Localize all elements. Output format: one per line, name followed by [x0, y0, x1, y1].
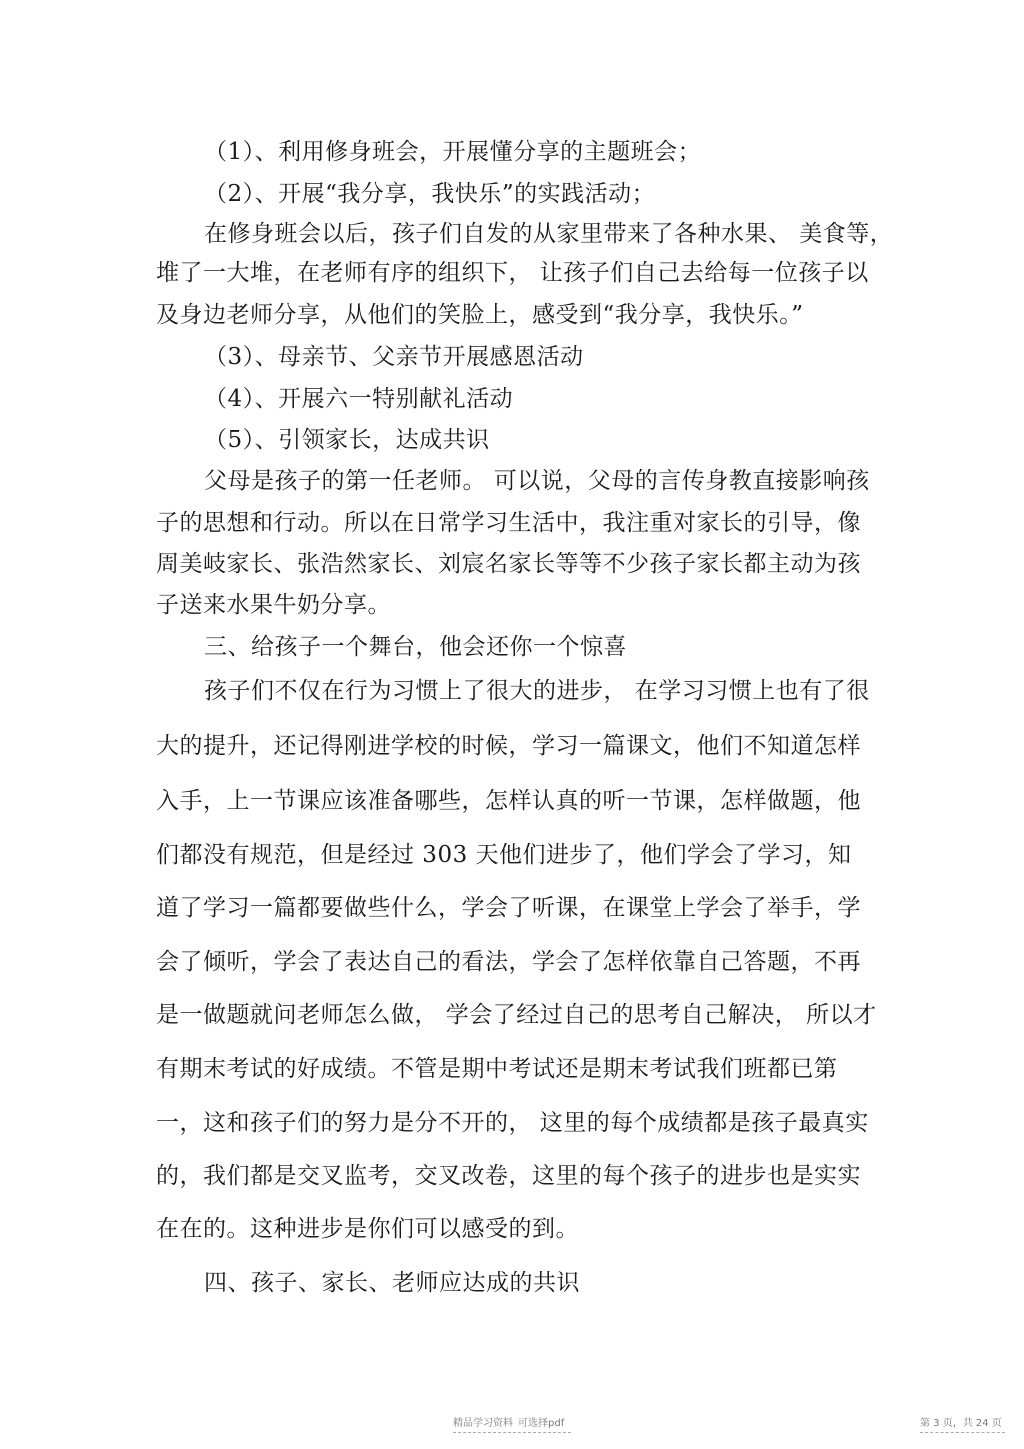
text-line: 子的思想和行动。所以在日常学习生活中，我注重对家长的引导，像 [156, 510, 861, 536]
text-line: 道了学习一篇都要做些什么，学会了听课，在课堂上学会了举手，学 [156, 895, 861, 921]
text-line: 一，这和孩子们的努力是分不开的， 这里的每个成绩都是孩子最真实 [156, 1110, 869, 1136]
text-line: 堆了一大堆，在老师有序的组织下， 让孩子们自己去给每一位孩子以 [156, 260, 869, 286]
section-heading: 三、给孩子一个舞台，他会还你一个惊喜 [204, 634, 627, 660]
footer-label-left: 精品学习资料 [453, 1418, 513, 1429]
text-line: （5）、引领家长，达成共识 [204, 427, 490, 453]
text-line: 大的提升，还记得刚进学校的时候，学习一篇课文，他们不知道怎样 [156, 733, 861, 759]
text-line: 们都没有规范，但是经过 303 天他们进步了，他们学会了学习，知 [156, 842, 852, 868]
text-line: 会了倾听，学会了表达自己的看法，学会了怎样依靠自己答题，不再 [156, 949, 861, 975]
text-line: 父母是孩子的第一任老师。 可以说，父母的言传身教直接影响孩 [204, 468, 870, 494]
text-line: （3）、母亲节、父亲节开展感恩活动 [204, 344, 584, 370]
text-line: 周美岐家长、张浩然家长、刘宸名家长等等不少孩子家长都主动为孩 [156, 551, 861, 577]
text-line: 有期末考试的好成绩。不管是期中考试还是期末考试我们班都已第 [156, 1056, 838, 1082]
text-line: （1）、利用修身班会，开展懂分享的主题班会； [204, 139, 702, 165]
footer-label-right: 可选择pdf [518, 1418, 565, 1429]
text-line: 在修身班会以后，孩子们自发的从家里带来了各种水果、 美食等， [204, 221, 894, 247]
footer-divider [920, 1432, 1005, 1433]
text-line: 入手，上一节课应该准备哪些，怎样认真的听一节课，怎样做题，他 [156, 788, 861, 814]
section-heading: 四、孩子、家长、老师应达成的共识 [204, 1270, 580, 1296]
text-line: （2）、开展“我分享，我快乐”的实践活动； [204, 181, 656, 207]
text-line: 是一做题就问老师怎么做， 学会了经过自己的思考自己解决， 所以才 [156, 1002, 877, 1028]
text-line: 子送来水果牛奶分享。 [156, 592, 391, 618]
text-line: 孩子们不仅在行为习惯上了很大的进步， 在学习习惯上也有了很 [204, 678, 870, 704]
footer-page-info: 第 3 页，共 24 页 [920, 1418, 1002, 1429]
text-line: 在在的。这种进步是你们可以感受的到。 [156, 1216, 579, 1242]
text-line: （4）、开展六一特别献礼活动 [204, 386, 514, 412]
text-line: 的，我们都是交叉监考，交叉改卷，这里的每个孩子的进步也是实实 [156, 1163, 861, 1189]
text-line: 及身边老师分享，从他们的笑脸上，感受到“我分享，我快乐。” [156, 302, 804, 328]
footer-divider [453, 1432, 571, 1433]
